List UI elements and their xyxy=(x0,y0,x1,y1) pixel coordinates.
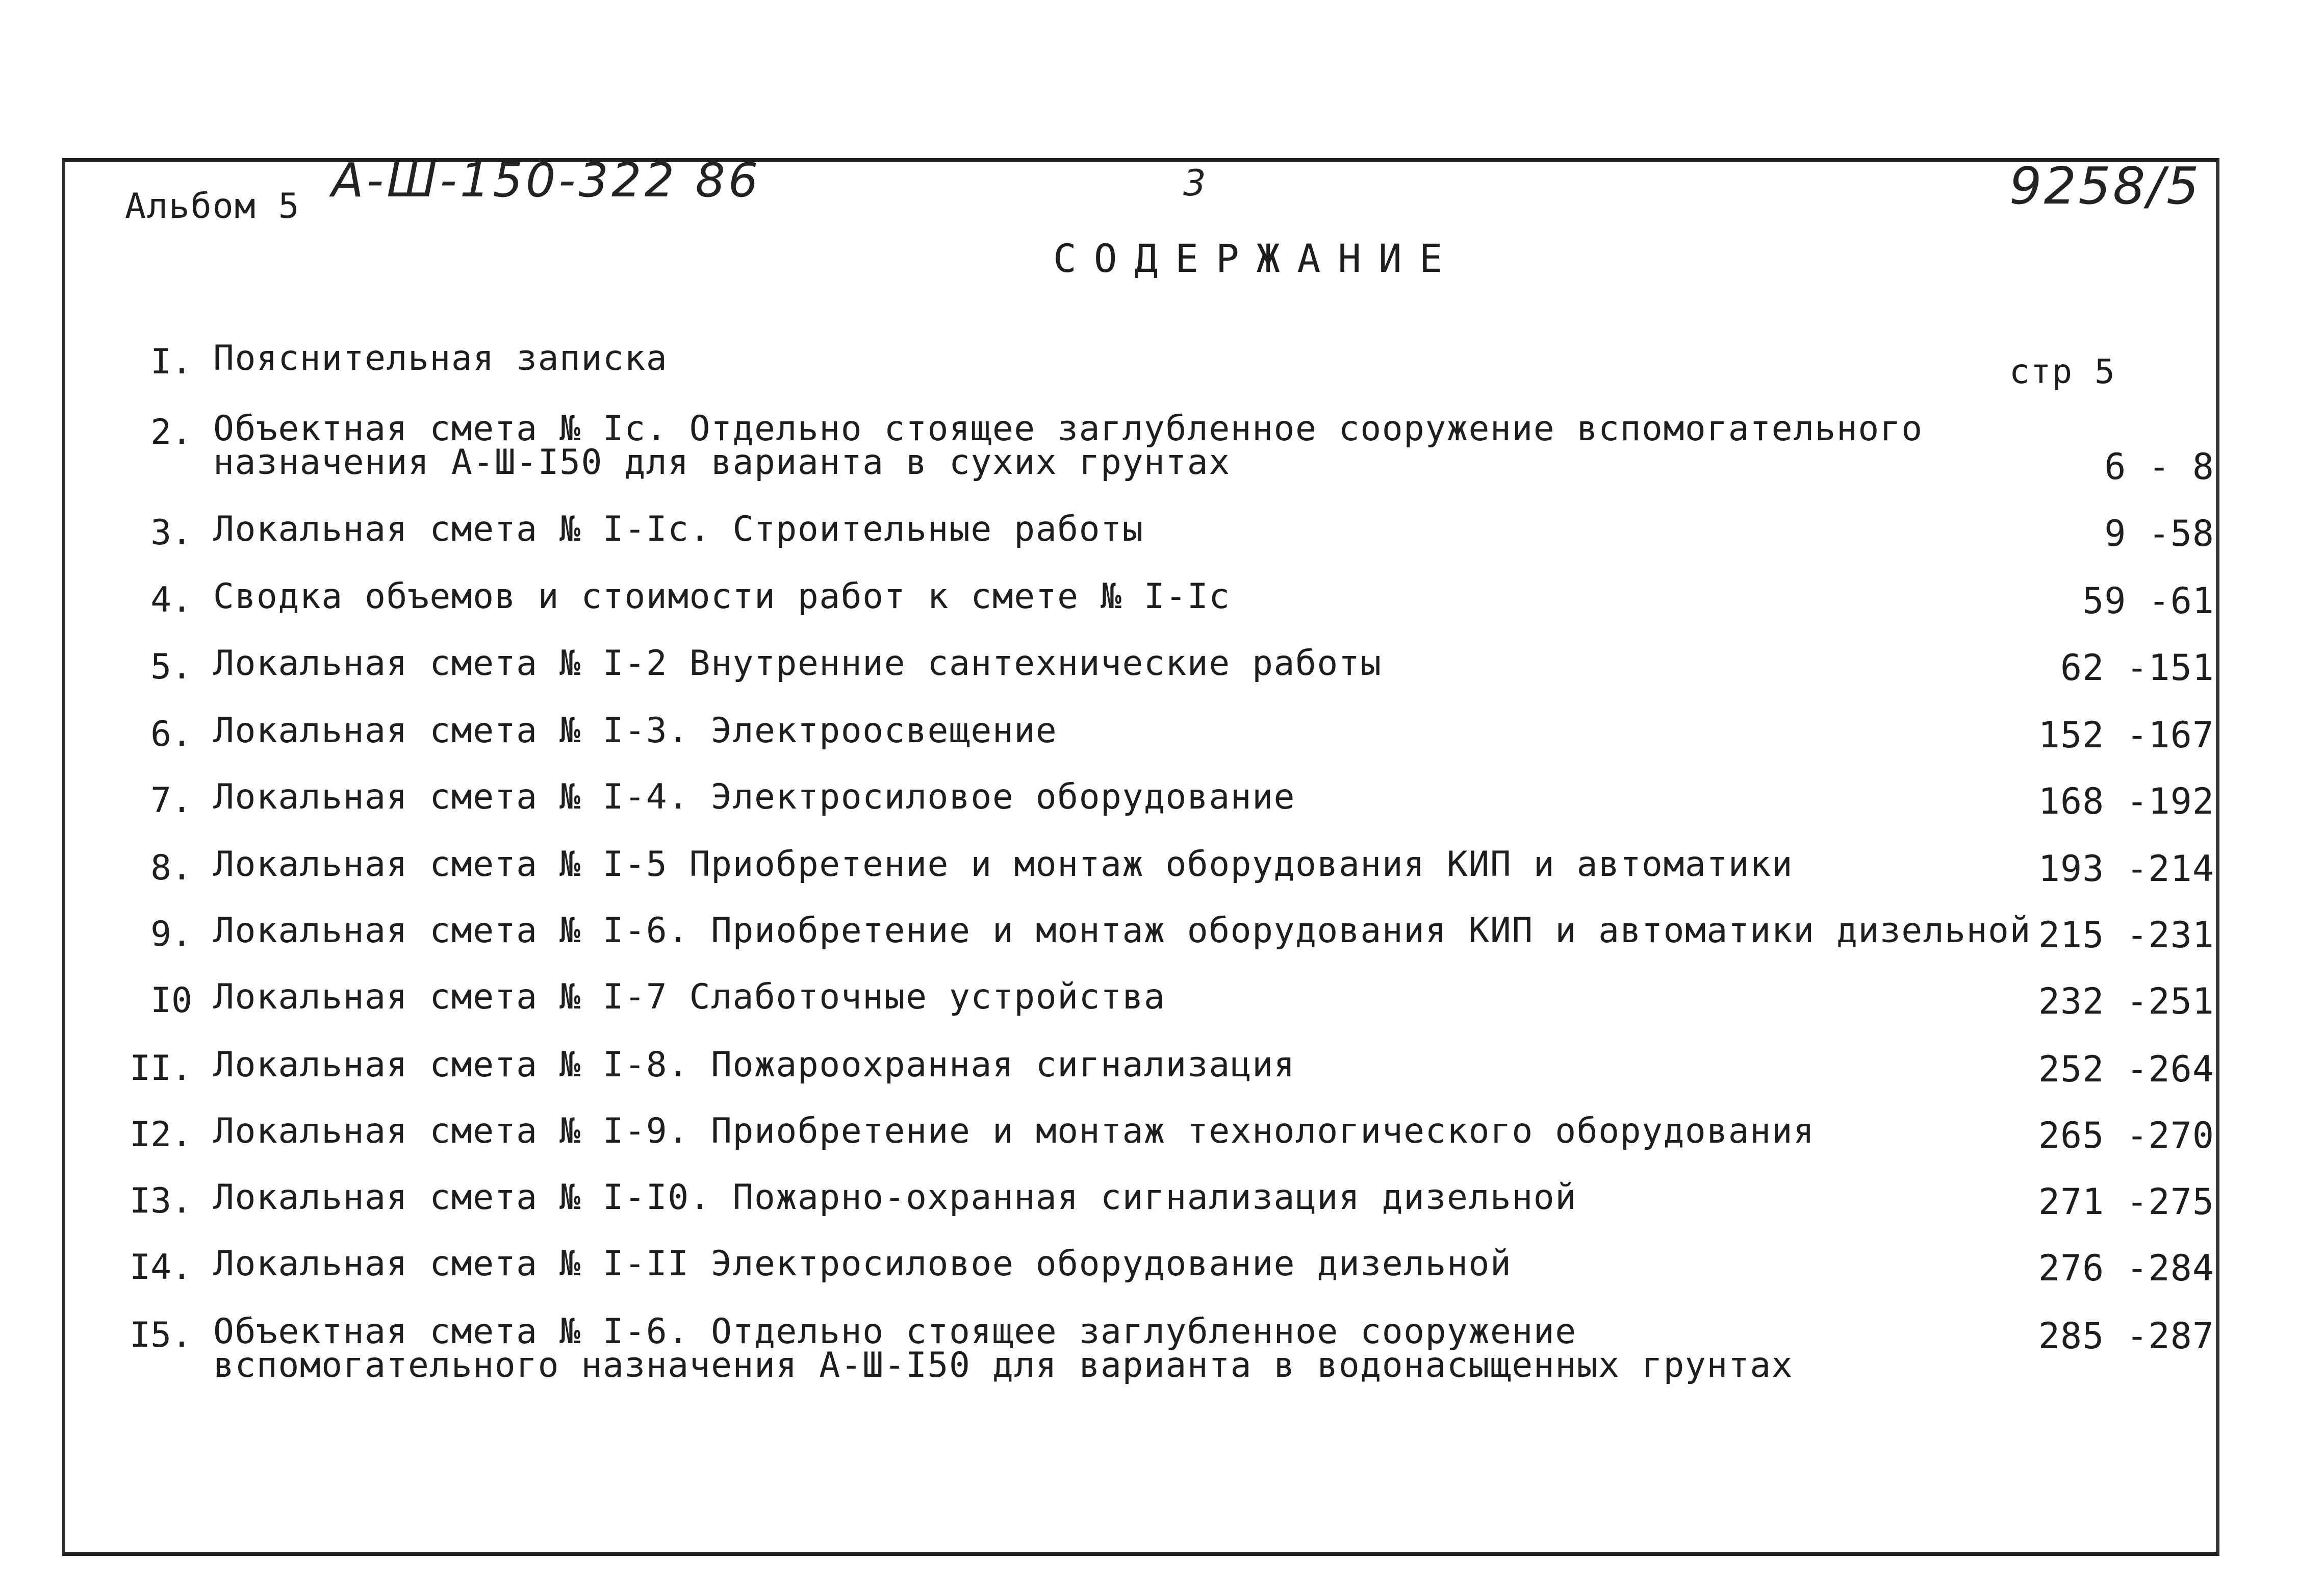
item-pages: 193 -214 xyxy=(2038,848,2214,890)
item-text: Локальная смета № I-8. Пожароохранная сигнализация xyxy=(213,1045,1295,1085)
contents-item xyxy=(0,1311,2324,1385)
contents-item xyxy=(0,1045,2324,1115)
item-number: 4. xyxy=(150,580,192,620)
item-pages: 215 -231 xyxy=(2038,914,2214,956)
page-title: СОДЕРЖАНИЕ xyxy=(1053,236,1460,281)
contents-item xyxy=(0,777,2324,847)
item-text: Локальная смета № I-3. Электроосвещение xyxy=(213,711,1058,751)
contents-item xyxy=(0,844,2324,914)
contents-item xyxy=(0,1177,2324,1247)
page-number: 3 xyxy=(1183,162,1206,204)
contents-item xyxy=(0,911,2324,980)
contents-item xyxy=(0,509,2324,579)
item-pages: 232 -251 xyxy=(2038,980,2214,1022)
item-number: I3. xyxy=(130,1181,192,1221)
item-number: I0 xyxy=(150,980,192,1021)
item-number: I. xyxy=(150,342,192,382)
item-pages: 285 -287 xyxy=(2038,1315,2214,1357)
item-text: Объектная смета № Iс. Отдельно стоящее заглубленное сооружение вспомогательного назначения А-Ш-I50 для варианта в сухих грунтах xyxy=(213,409,1923,483)
item-number: 5. xyxy=(150,647,192,687)
item-pages: 271 -275 xyxy=(2038,1181,2214,1223)
item-number: I5. xyxy=(130,1315,192,1355)
item-pages: 59 -61 xyxy=(2082,580,2214,622)
contents-item xyxy=(0,1244,2324,1314)
contents-item xyxy=(0,977,2324,1047)
item-text: Локальная смета № I-Iс. Строительные работы xyxy=(213,509,1144,549)
item-pages: 252 -264 xyxy=(2038,1048,2214,1090)
album-label: Альбом 5 xyxy=(125,186,300,226)
item-text: Локальная смета № I-9. Приобретение и монтаж технологического оборудования xyxy=(213,1111,1815,1151)
item-pages: 168 -192 xyxy=(2038,780,2214,822)
item-number: 6. xyxy=(150,714,192,754)
item-text: Локальная смета № I-6. Приобретение и монтаж оборудования КИП и автоматики дизельной xyxy=(213,911,2031,951)
item-number: 8. xyxy=(150,848,192,888)
item-text: Локальная смета № I-II Электросиловое оборудование дизельной xyxy=(213,1244,1512,1284)
item-number: 9. xyxy=(150,914,192,954)
contents-item xyxy=(0,338,2324,408)
item-text: Пояснительная записка xyxy=(213,338,668,379)
document-number: 9258/5 xyxy=(2009,156,2201,216)
item-text: Локальная смета № I-7 Слаботочные устройства xyxy=(213,977,1166,1017)
pages-column-label: стр 5 xyxy=(2009,352,2116,391)
item-pages: 9 -58 xyxy=(2104,513,2214,554)
item-text: Локальная смета № I-2 Внутренние сантехнические работы xyxy=(213,643,1382,684)
project-code: А-Ш-150-322 86 xyxy=(331,153,761,208)
item-text: Объектная смета № I-6. Отдельно стоящее заглубленное сооружение вспомогательного назначения А-Ш-I50 для варианта в водонасыщенных грунтах xyxy=(213,1311,1794,1385)
item-number: I4. xyxy=(130,1247,192,1288)
contents-item xyxy=(0,576,2324,646)
item-pages: 152 -167 xyxy=(2038,714,2214,756)
item-number: 2. xyxy=(150,412,192,452)
contents-item xyxy=(0,1111,2324,1181)
item-pages: 62 -151 xyxy=(2060,647,2214,689)
item-number: I2. xyxy=(130,1115,192,1155)
item-text: Локальная смета № I-5 Приобретение и монтаж оборудования КИП и автоматики xyxy=(213,844,1794,885)
item-pages: 265 -270 xyxy=(2038,1115,2214,1156)
item-number: II. xyxy=(130,1048,192,1089)
contents-item xyxy=(0,643,2324,713)
item-text: Локальная смета № I-4. Электросиловое оборудование xyxy=(213,777,1295,817)
item-number: 7. xyxy=(150,780,192,821)
contents-item xyxy=(0,711,2324,780)
contents-item xyxy=(0,409,2324,488)
item-number: 3. xyxy=(150,513,192,553)
item-pages: 276 -284 xyxy=(2038,1247,2214,1289)
item-text: Сводка объемов и стоимости работ к смете № I-Iс xyxy=(213,576,1231,617)
item-text: Локальная смета № I-I0. Пожарно-охранная сигнализация дизельной xyxy=(213,1177,1577,1218)
item-pages: 6 - 8 xyxy=(2104,446,2214,488)
